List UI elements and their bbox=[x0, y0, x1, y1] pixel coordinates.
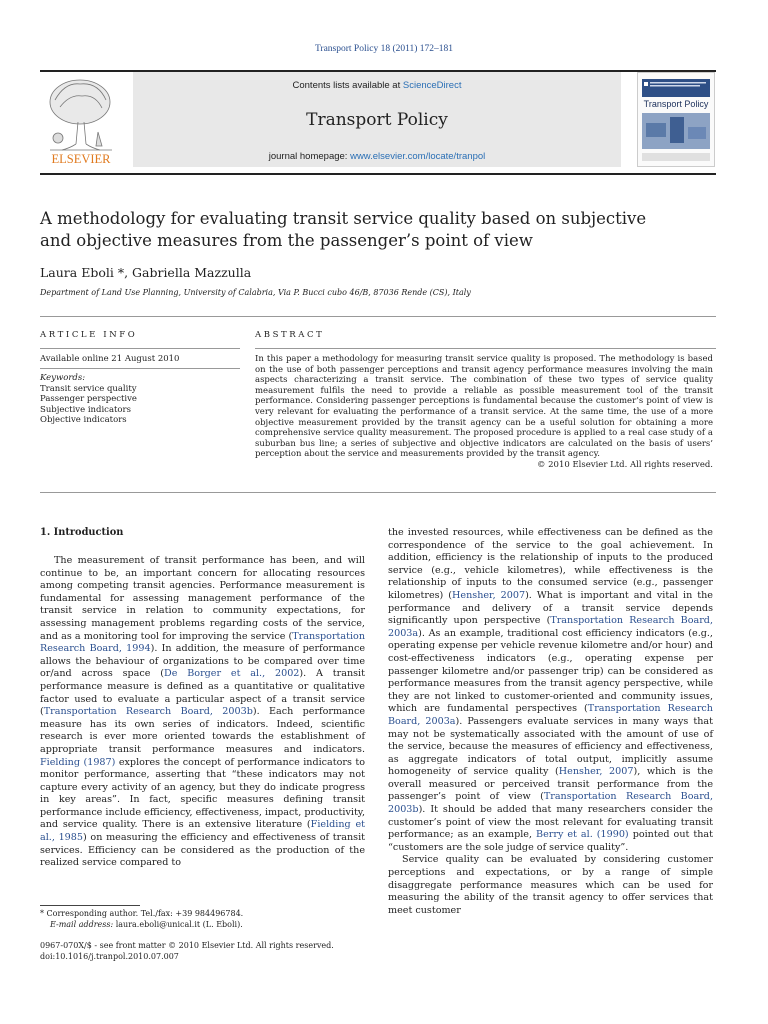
affiliation-rule bbox=[40, 316, 716, 317]
journal-citation[interactable] bbox=[0, 44, 768, 54]
text-run: ), which is the overall measured or perceived transit performance from the passenger’s point of view ( bbox=[388, 766, 713, 803]
article-info-rule bbox=[40, 348, 240, 349]
doi-line[interactable]: doi:10.1016/j.tranpol.2010.07.007 bbox=[40, 952, 179, 961]
text-run: ). A transit performance measure is defined as a quantitative or qualitative factor used to evaluate a particular aspect of a transit service ( bbox=[40, 668, 365, 718]
abstract-top-rule bbox=[255, 348, 716, 349]
reference-link[interactable]: Transportation Research Board, 2003b bbox=[388, 791, 714, 816]
keywords-rule bbox=[40, 368, 240, 369]
keywords-label: Keywords: bbox=[40, 373, 86, 383]
paragraph bbox=[388, 527, 713, 854]
reference-link[interactable]: Hensher, 2007 bbox=[452, 589, 526, 601]
keyword-item[interactable]: Subjective indicators bbox=[40, 404, 131, 415]
email-line bbox=[40, 919, 243, 930]
text-run: pointed out that “customers are the sole judge of service quality”. bbox=[388, 829, 713, 853]
reference-link[interactable]: Transportation Research Board, 2003b bbox=[43, 706, 253, 718]
contents-prefix: Contents lists available at bbox=[292, 80, 403, 91]
contents-line bbox=[133, 80, 621, 91]
text-run: The measurement of transit performance has been, and will continue to be, an important concern for allocating resources among competing transit agencies. Performance measurement is fundamental for assessing management performance of the transit service in relation to community expectations, for assessing management problems regarding costs of the service, and as a monitoring tool for improving the service ( bbox=[40, 555, 365, 642]
article-title bbox=[40, 208, 720, 252]
abstract-text: In this paper a methodology for measuring transit service quality is proposed. The methodology is based on the use of both passenger perceptions and transit agency performance measures involving the main aspects characterizing a transit service. The combination of these two types of service quality measurement fulfils the need to provide a reliable as possible measurement tool of the transit performance. Considering passenger perceptions is fundamental because the customer’s point of view is very relevant for evaluating the performance of a transit service. At the same time, the use of a more objective measurement provided by the transit agency can be a useful solution for obtaining a more comprehensive service quality measurement. The proposed procedure is applied to a real case study of a suburban bus line; a series of subjective and objective indicators are calculated on the basis of users’ perception about the service and measurements provided by the transit agency. bbox=[255, 354, 713, 460]
text-run: the invested resources, while effectiveness can be defined as the correspondence of the service to the goal achievement. In addition, efficiency is the relationship of inputs to the produced service (e.g., vehicle kilometres), while effectiveness is the relationship of inputs to the consumed service (e.g., passenger kilometres) ( bbox=[388, 527, 713, 601]
reference-link[interactable]: Hensher, 2007 bbox=[558, 766, 634, 778]
article-title-line-1: A methodology for evaluating transit service quality based on subjective bbox=[40, 209, 647, 228]
text-run: ). In addition, the measure of performance allows the behaviour of organizations to be compared over time or/and across space ( bbox=[40, 643, 365, 680]
text-run: ). Each performance measure has its own series of indicators. Indeed, scientific research is ever more oriented towards the establishment of appropriate transit performance measures and indicators. bbox=[40, 706, 365, 755]
homepage-prefix: journal homepage: bbox=[268, 151, 351, 162]
journal-homepage bbox=[133, 151, 621, 162]
article-authors[interactable]: Laura Eboli *, Gabriella Mazzulla bbox=[40, 265, 252, 280]
text-run: explores the concept of performance indicators to monitor performance, asserting that “these indicators may not capture every activity of an agency, but they do indicate progress in key areas”. In fact, specific measures defining transit performance include efficiency, effectiveness, impact, productivity, and service quality. There is an extensive literature ( bbox=[40, 756, 366, 831]
text-run: ). It should be added that many researchers consider the customer’s point of view the most relevant for evaluating transit performance; as an example, bbox=[388, 804, 713, 841]
email-label: E-mail address: bbox=[50, 920, 114, 929]
reference-link[interactable]: Fielding et al., 1985 bbox=[40, 819, 365, 844]
cover-title: Transport Policy bbox=[643, 99, 709, 109]
paragraph: Service quality can be evaluated by considering customer perceptions and expectations, or by a range of simple disaggregate performance measures which can be used for measuring the ability of the transit agency to offer services that meet customer bbox=[388, 854, 713, 916]
reference-link[interactable]: Transportation Research Board, 2003a bbox=[388, 703, 713, 727]
publisher-wordmark: ELSEVIER bbox=[51, 152, 111, 166]
body-column-1 bbox=[40, 555, 365, 870]
reference-link[interactable]: De Borger et al., 2002 bbox=[164, 668, 300, 680]
email-address[interactable]: laura.eboli@unical.it (L. Eboli). bbox=[113, 920, 243, 929]
abstract-body bbox=[255, 354, 713, 471]
reference-link[interactable]: Transportation Research Board, 2003a bbox=[388, 615, 713, 639]
journal-title: Transport Policy bbox=[306, 110, 448, 130]
abstract-copyright: © 2010 Elsevier Ltd. All rights reserved. bbox=[536, 459, 713, 470]
text-run: ). What is important and vital in the performance and delivery of a transit service depends significantly upon perspective ( bbox=[388, 589, 713, 627]
text-run: ). As an example, traditional cost efficiency indicators (e.g., operating expense per vehicle revenue kilometre and/or hour) and cost-effectiveness indicators (e.g., operating expense per passenger kilometre and/or passenger trip) can be considered as performance measures from the transit agency perspective, while they are not linked to customer-oriented and community issues, which are fundamental perspectives ( bbox=[388, 627, 713, 715]
homepage-link[interactable]: www.elsevier.com/locate/tranpol bbox=[350, 151, 486, 162]
journal-cover-thumbnail bbox=[637, 72, 715, 167]
section-heading-introduction: 1. Introduction bbox=[40, 527, 124, 538]
keyword-item[interactable]: Objective indicators bbox=[40, 415, 127, 425]
corresponding-author-note: * Corresponding author. Tel./fax: +39 984496784. bbox=[40, 909, 244, 918]
keyword-item[interactable]: Transit service quality bbox=[40, 383, 137, 394]
reference-link[interactable]: Fielding (1987) bbox=[40, 756, 116, 768]
abstract-bottom-rule bbox=[40, 492, 716, 493]
available-online: Available online 21 August 2010 bbox=[40, 354, 180, 364]
elsevier-logo bbox=[40, 72, 122, 167]
text-run: ) on measuring the efficiency and effectiveness of transit services. Efficiency can be considered as the production of the realized service compared to bbox=[40, 832, 365, 869]
keyword-item[interactable]: Passenger perspective bbox=[40, 394, 137, 404]
paragraph bbox=[40, 555, 365, 870]
author-affiliation: Department of Land Use Planning, University of Calabria, Via P. Bucci cubo 46/B, 87036 Rende (CS), Italy bbox=[40, 288, 471, 297]
header-bottom-rule bbox=[40, 173, 716, 175]
front-matter-footer bbox=[40, 940, 334, 962]
cover-image bbox=[638, 73, 714, 166]
citation-link[interactable]: Transport Policy 18 (2011) 172–181 bbox=[314, 44, 454, 54]
text-run: ). Passengers evaluate services in many ways that may not be systematically associated with the amount of use of the service, because the measures of efficiency and effectiveness, as aggregate indicators of total output, implicitly assume homogeneity of service quality ( bbox=[388, 715, 713, 778]
reference-link[interactable]: Berry et al. (1990) bbox=[536, 829, 629, 841]
keywords-block bbox=[40, 373, 137, 426]
body-column-2 bbox=[388, 527, 713, 917]
article-title-line-2: and objective measures from the passenger’s point of view bbox=[40, 231, 533, 250]
footnote bbox=[40, 908, 243, 930]
journal-banner bbox=[133, 72, 621, 167]
issn-line: 0967-070X/$ - see front matter © 2010 Elsevier Ltd. All rights reserved. bbox=[40, 941, 334, 950]
abstract-heading: ABSTRACT bbox=[255, 330, 325, 340]
footnote-rule bbox=[40, 905, 140, 906]
article-info-heading: ARTICLE INFO bbox=[40, 330, 138, 340]
reference-link[interactable]: Transportation Research Board, 1994 bbox=[40, 630, 365, 655]
sciencedirect-link[interactable]: ScienceDirect bbox=[402, 80, 462, 91]
elsevier-tree-icon bbox=[40, 72, 122, 167]
